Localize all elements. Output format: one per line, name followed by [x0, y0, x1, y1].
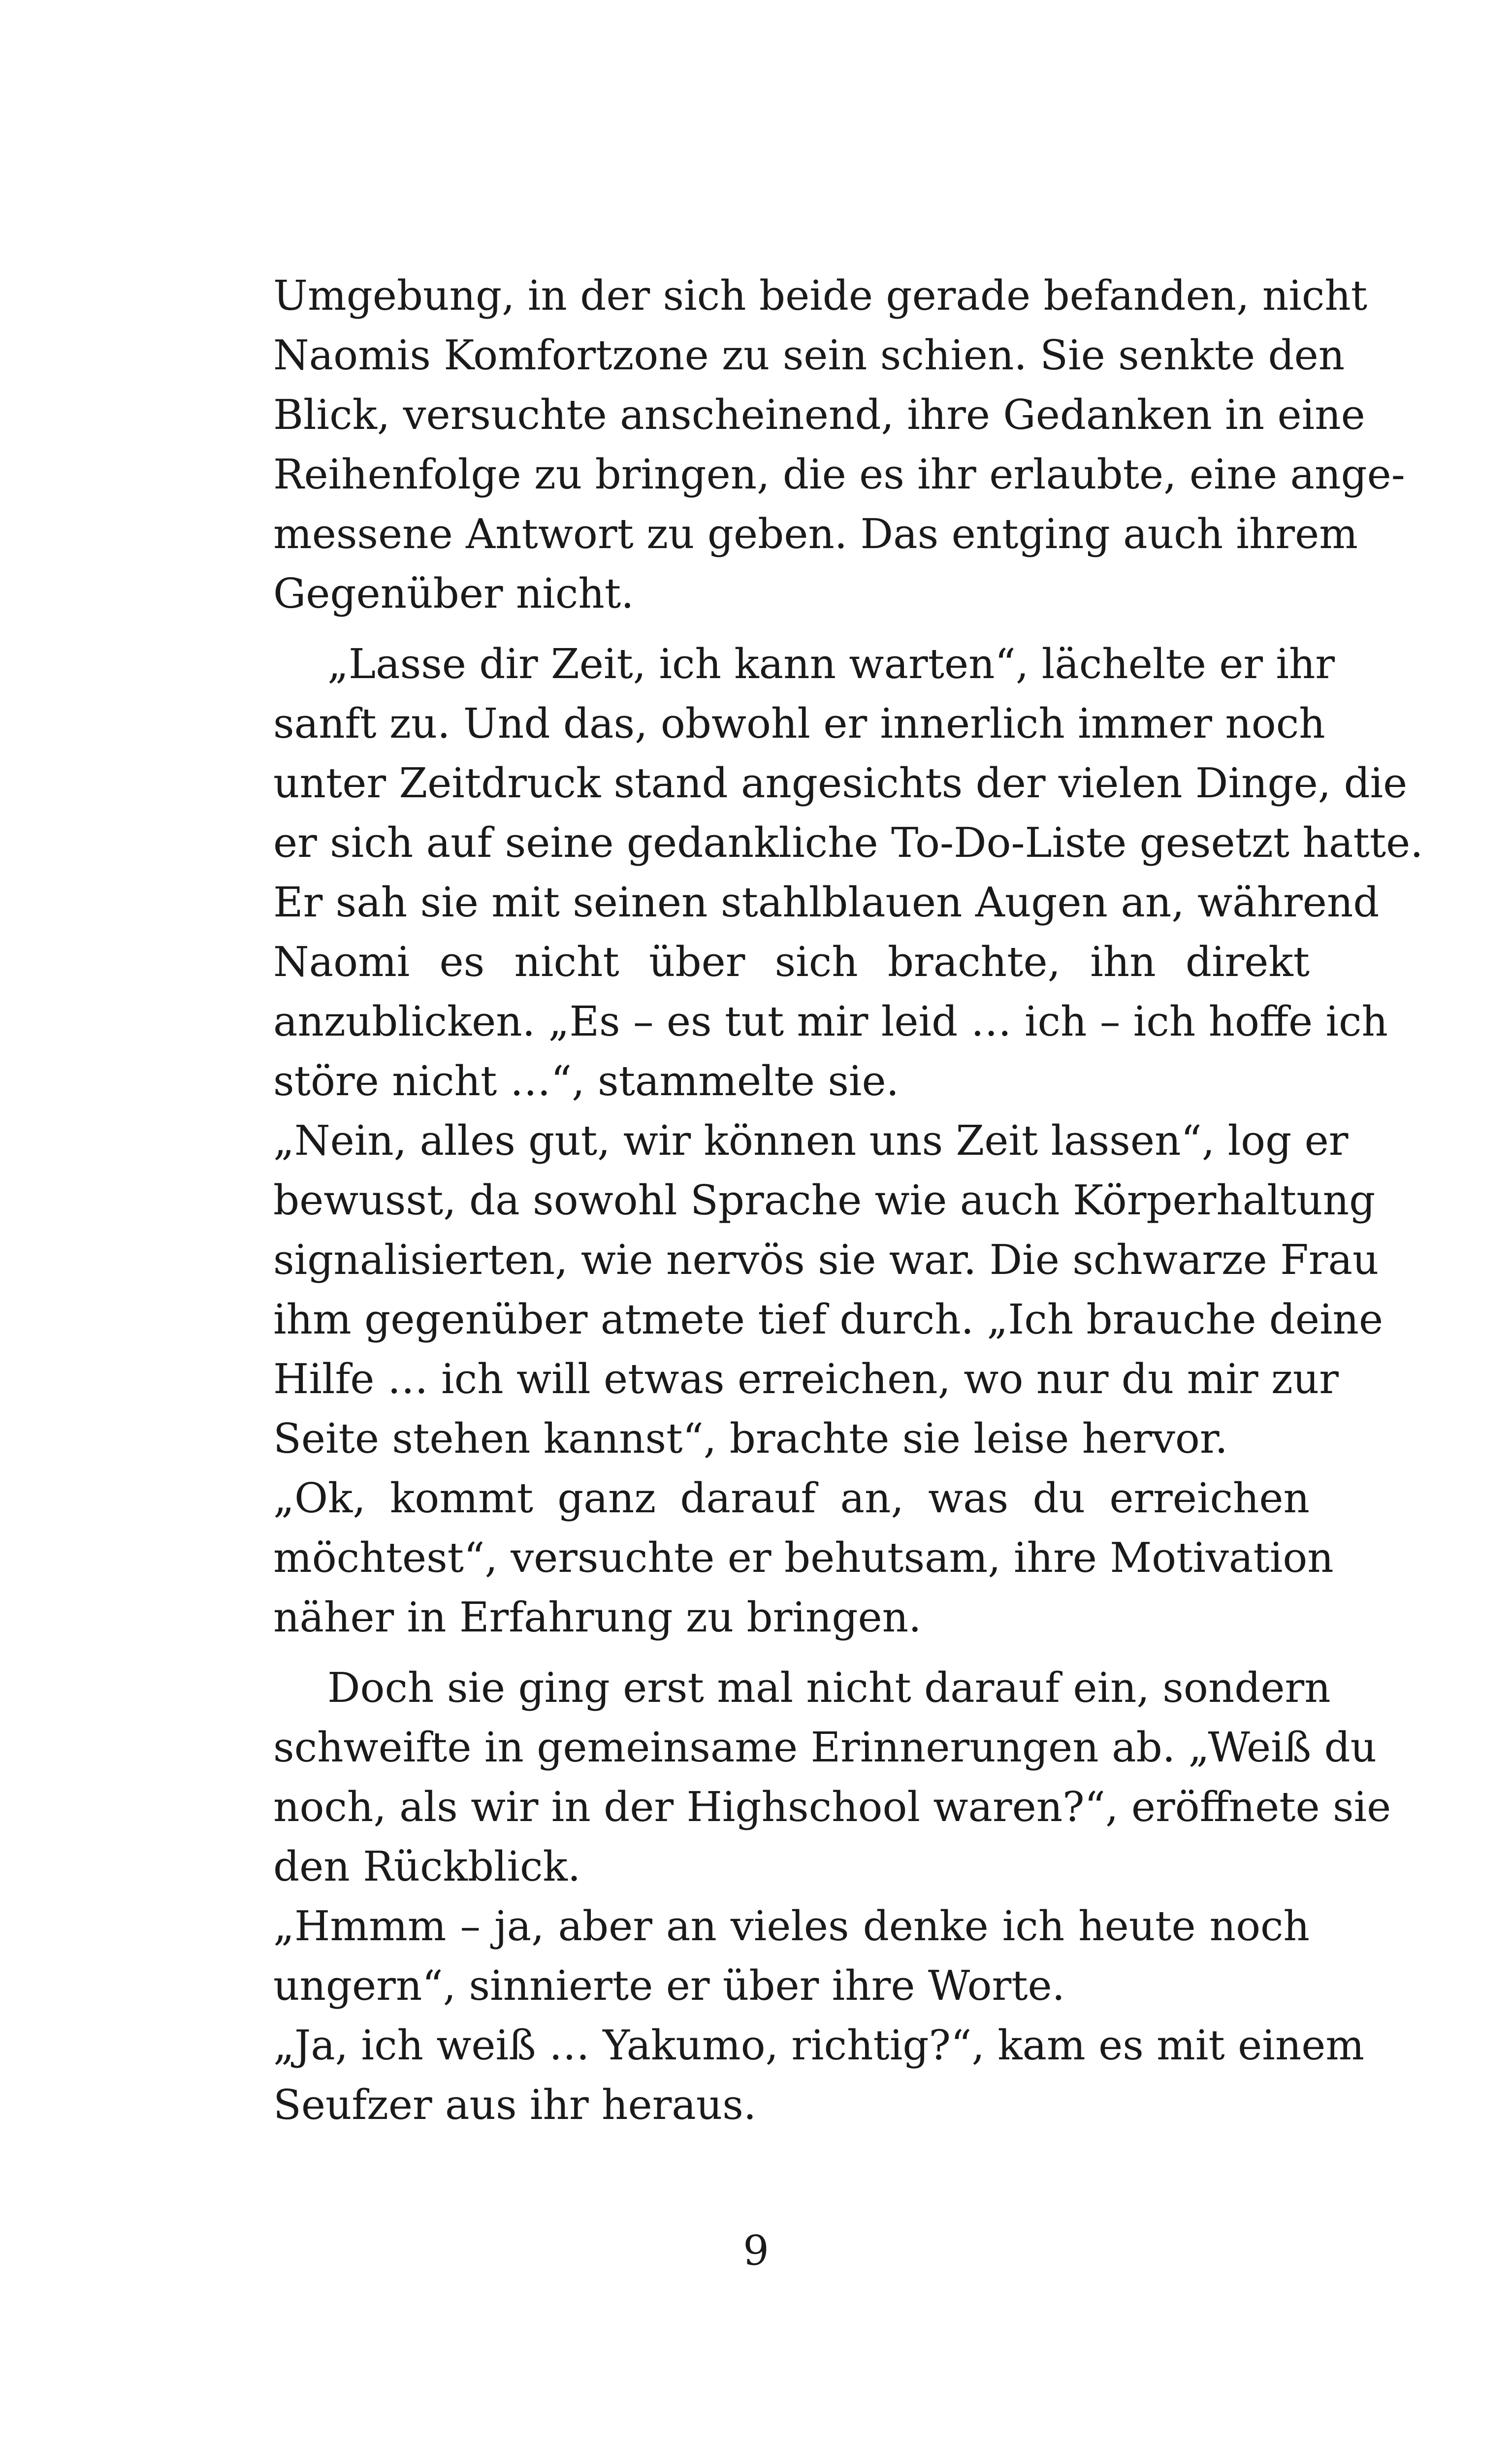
text-line: möchtest“, versuchte er behutsam, ihre Motivation [273, 1534, 1334, 1582]
text-line: „Lasse dir Zeit, ich kann warten“, lächelte er ihr [327, 640, 1335, 688]
text-line: „Ja, ich weiß … Yakumo, richtig?“, kam es mit einem [273, 2021, 1365, 2069]
text-line: anzublicken. „Es – es tut mir leid … ich – ich hoffe ich [273, 998, 1388, 1045]
text-line: bewusst, da sowohl Sprache wie auch Körperhaltung [273, 1176, 1376, 1224]
text-line: Reihenfolge zu bringen, die es ihr erlaubte, eine ange- [273, 451, 1405, 498]
text-line: näher in Erfahrung zu bringen. [273, 1594, 922, 1641]
text-line: „Ok, kommt ganz darauf an, was du erreichen [273, 1474, 1310, 1522]
body-text [273, 266, 1423, 2135]
text-line: Seufzer aus ihr heraus. [273, 2081, 757, 2129]
text-line: signalisierten, wie nervös sie war. Die schwarze Frau [273, 1236, 1379, 1284]
text-line: „Nein, alles gut, wir können uns Zeit lassen“, log er [273, 1117, 1349, 1165]
text-line: Umgebung, in der sich beide gerade befanden, nicht [273, 272, 1368, 320]
text-line: störe nicht …“, stammelte sie. [273, 1057, 899, 1105]
text-line: Blick, versuchte anscheinend, ihre Gedanken in eine [273, 391, 1365, 439]
text-line: ungern“, sinnierte er über ihre Worte. [273, 1962, 1065, 2010]
text-line: Naomi es nicht über sich brachte, ihn direkt [273, 938, 1310, 986]
text-line: messene Antwort zu geben. Das entging auch ihrem [273, 510, 1358, 558]
text-line: „Hmmm – ja, aber an vieles denke ich heute noch [273, 1902, 1310, 1950]
text-line: Naomis Komfortzone zu sein schien. Sie senkte den [273, 331, 1345, 379]
text-line: Doch sie ging erst mal nicht darauf ein, sondern [327, 1664, 1331, 1712]
page-number: 9 [743, 2227, 769, 2275]
text-line: sanft zu. Und das, obwohl er innerlich immer noch [273, 700, 1325, 748]
text-line: Seite stehen kannst“, brachte sie leise hervor. [273, 1415, 1228, 1463]
text-line: Er sah sie mit seinen stahlblauen Augen an, während [273, 879, 1380, 926]
text-line: unter Zeitdruck stand angesichts der vielen Dinge, die [273, 759, 1408, 807]
text-line: Gegenüber nicht. [273, 570, 634, 618]
text-line: schweifte in gemeinsame Erinnerungen ab. „Weiß du [273, 1724, 1377, 1771]
text-line: ihm gegenüber atmete tief durch. „Ich brauche deine [273, 1296, 1383, 1343]
text-line: Hilfe … ich will etwas erreichen, wo nur du mir zur [273, 1355, 1339, 1403]
text-line: den Rückblick. [273, 1843, 581, 1890]
text-line: er sich auf seine gedankliche To-Do-Liste gesetzt hatte. [273, 819, 1423, 867]
text-line: noch, als wir in der Highschool waren?“, eröffnete sie [273, 1783, 1391, 1831]
